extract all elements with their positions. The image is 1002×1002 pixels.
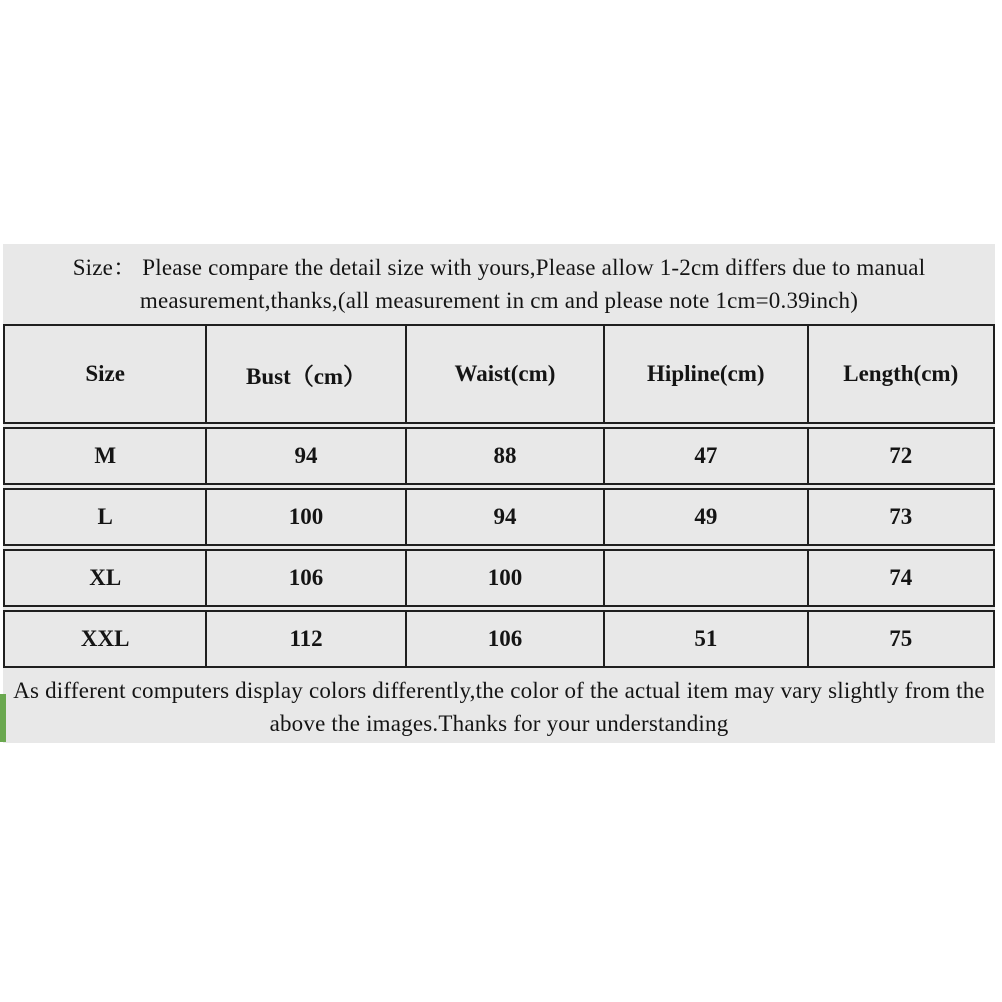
header-row bbox=[3, 324, 995, 424]
table-row bbox=[3, 488, 995, 546]
bust-cell: 100 bbox=[205, 488, 404, 546]
size-note-line2: measurement,thanks,(all measurement in cm and please note 1cm=0.39inch) bbox=[139, 288, 859, 313]
waist-cell: 94 bbox=[405, 488, 603, 546]
waist-cell: 88 bbox=[405, 427, 603, 485]
color-disclaimer-line1: As different computers display colors differently,the color of the actual item may vary slightly from the bbox=[13, 678, 985, 703]
table-row bbox=[3, 549, 995, 607]
size-cell: XXL bbox=[3, 610, 205, 668]
size-cell: L bbox=[3, 488, 205, 546]
bust-cell: 106 bbox=[205, 549, 404, 607]
hipline-cell: 51 bbox=[603, 610, 806, 668]
waist-cell: 100 bbox=[405, 549, 603, 607]
length-cell: 74 bbox=[807, 549, 996, 607]
size-cell: XL bbox=[3, 549, 205, 607]
size-note-line1: Size： Please compare the detail size with yours,Please allow 1-2cm differs due to manual bbox=[72, 255, 926, 280]
size-cell: M bbox=[3, 427, 205, 485]
bust-cell: 94 bbox=[205, 427, 404, 485]
header-cell-waist: Waist(cm) bbox=[405, 324, 603, 424]
table-row bbox=[3, 427, 995, 485]
hipline-cell bbox=[603, 549, 806, 607]
size-chart-sheet bbox=[3, 244, 995, 743]
hipline-cell: 47 bbox=[603, 427, 806, 485]
size-chart-table bbox=[3, 321, 995, 671]
length-cell: 72 bbox=[807, 427, 996, 485]
length-cell: 75 bbox=[807, 610, 996, 668]
length-cell: 73 bbox=[807, 488, 996, 546]
header-cell-bust: Bust（cm） bbox=[205, 324, 404, 424]
header-cell-length: Length(cm) bbox=[807, 324, 996, 424]
table-row bbox=[3, 610, 995, 668]
header-cell-hipline: Hipline(cm) bbox=[603, 324, 806, 424]
green-edge-fragment bbox=[0, 694, 6, 742]
color-disclaimer bbox=[3, 671, 995, 743]
waist-cell: 106 bbox=[405, 610, 603, 668]
size-note bbox=[3, 244, 995, 321]
hipline-cell: 49 bbox=[603, 488, 806, 546]
bust-cell: 112 bbox=[205, 610, 404, 668]
color-disclaimer-line2: above the images.Thanks for your understanding bbox=[269, 711, 729, 736]
header-cell-size: Size bbox=[3, 324, 205, 424]
